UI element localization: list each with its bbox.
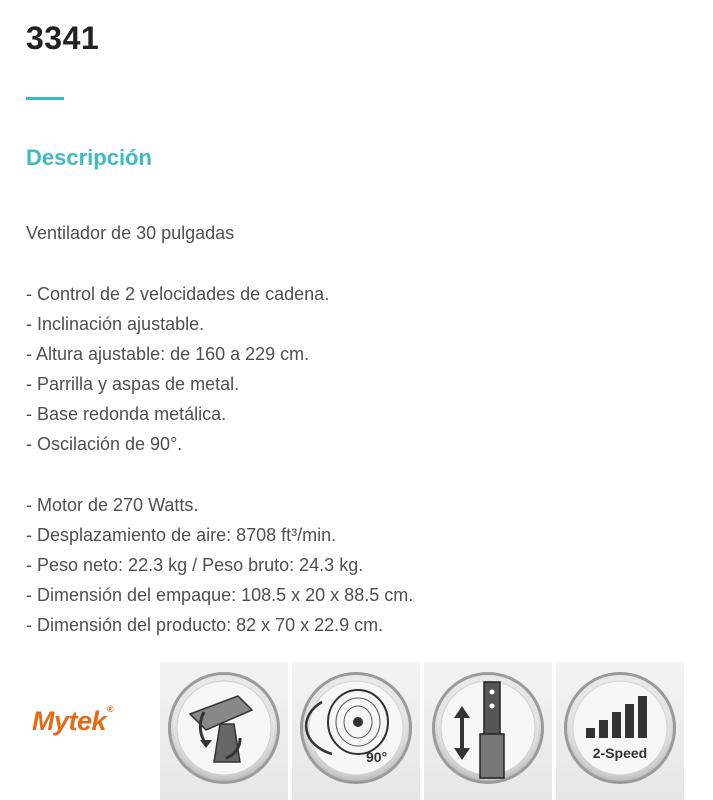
oscillation-icon	[292, 662, 420, 800]
feature-item: - Control de 2 velocidades de cadena.	[26, 284, 330, 304]
spec-item: - Peso neto: 22.3 kg / Peso bruto: 24.3 kg.	[26, 555, 364, 575]
spec-item: - Dimensión del empaque: 108.5 x 20 x 88.5 cm.	[26, 585, 414, 605]
spec-item: - Dimensión del producto: 82 x 70 x 22.9 cm.	[26, 615, 384, 635]
feature-item: - Parrilla y aspas de metal.	[26, 374, 240, 394]
feature-item: - Base redonda metálica.	[26, 404, 227, 424]
speed-icon	[556, 662, 684, 800]
spec-item: - Desplazamiento de aire: 8708 ft³/min.	[26, 525, 337, 545]
feature-tile-height	[424, 662, 552, 800]
accent-divider	[26, 97, 64, 100]
height-adjust-icon	[424, 662, 552, 800]
oscillation-label: 90°	[366, 749, 388, 765]
feature-icons-row	[0, 662, 713, 800]
feature-item: - Oscilación de 90°.	[26, 434, 183, 454]
feature-tile-tilt	[160, 662, 288, 800]
speed-label: 2-Speed	[592, 745, 648, 761]
brand-logo	[32, 706, 113, 737]
description-block	[26, 218, 696, 640]
product-code: 3341	[26, 20, 100, 56]
brand-reg-mark: ®	[107, 704, 114, 714]
spacer	[26, 248, 696, 279]
tilt-adjust-icon	[160, 662, 288, 800]
feature-tile-speed	[556, 662, 684, 800]
description-intro: Ventilador de 30 pulgadas	[26, 223, 235, 243]
feature-item: - Altura ajustable: de 160 a 229 cm.	[26, 344, 310, 364]
brand-name: Mytek	[32, 706, 107, 736]
section-title: Descripción	[26, 145, 152, 170]
feature-item: - Inclinación ajustable.	[26, 314, 205, 334]
spec-item: - Motor de 270 Watts.	[26, 495, 199, 515]
feature-tile-oscillation	[292, 662, 420, 800]
spacer	[26, 459, 696, 490]
